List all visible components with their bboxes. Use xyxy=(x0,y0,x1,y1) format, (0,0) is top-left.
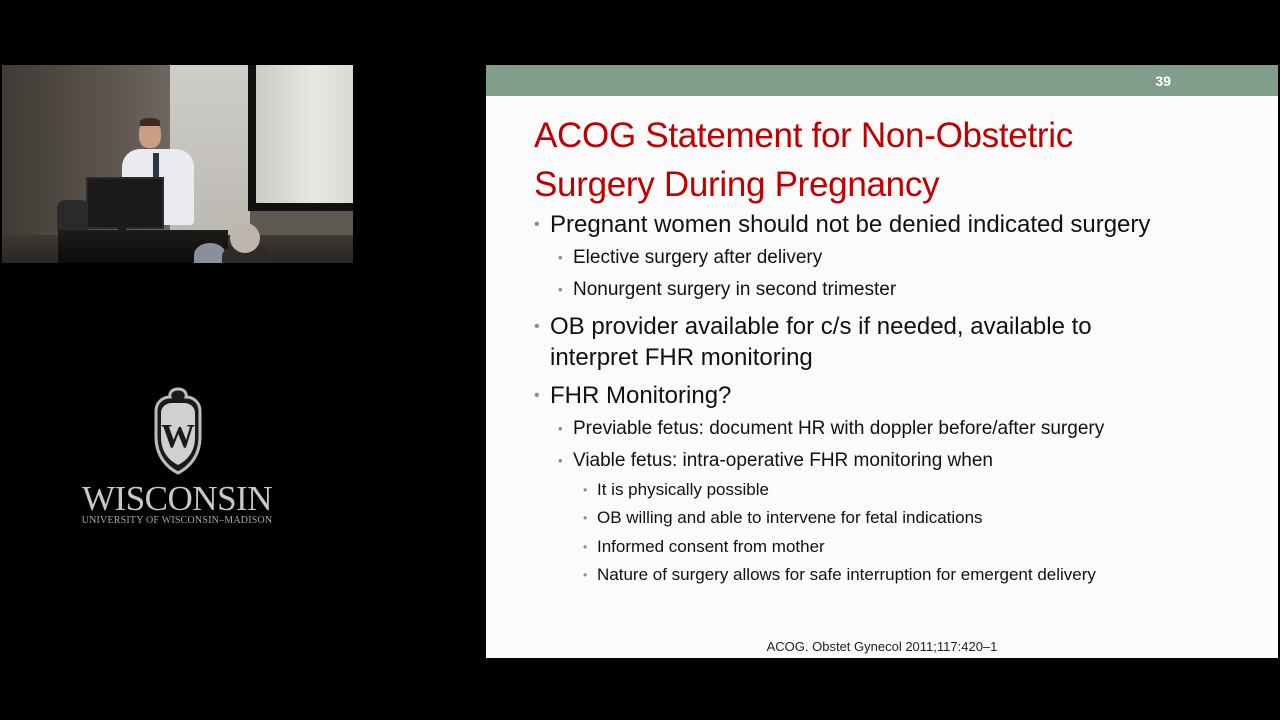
bullet-text: Previable fetus: document HR with doppler before/after surgery xyxy=(573,418,1105,439)
bullet-item xyxy=(583,536,825,558)
audience-member-head xyxy=(230,223,260,253)
speaker-video-feed xyxy=(2,65,353,263)
university-wordmark: WISCONSIN xyxy=(82,479,272,518)
bullet-text: Nature of surgery allows for safe interruption for emergent delivery xyxy=(597,565,1096,584)
bullet-text: Informed consent from mother xyxy=(597,537,825,556)
bullet-dot-icon: • xyxy=(534,387,540,404)
bullet-dot-icon: • xyxy=(583,483,588,497)
slide-title xyxy=(534,111,1234,209)
bullet-text: interpret FHR monitoring xyxy=(550,344,813,371)
bullet-item xyxy=(558,417,1105,441)
bullet-dot-icon: • xyxy=(583,568,588,582)
bullet-text: OB willing and able to intervene for fetal indications xyxy=(597,508,983,527)
speaker-tie xyxy=(153,153,159,179)
bullet-item xyxy=(583,479,769,501)
bullet-text: OB provider available for c/s if needed, available to xyxy=(550,313,1092,340)
bullet-item xyxy=(534,311,1092,342)
bullet-item xyxy=(558,246,823,270)
bullet-item xyxy=(583,507,983,529)
bullet-text: Nonurgent surgery in second trimester xyxy=(573,279,897,300)
bullet-dot-icon: • xyxy=(558,250,563,265)
bullet-item-continuation xyxy=(550,342,813,373)
crest-letter: W xyxy=(161,418,195,455)
podium-monitor xyxy=(86,177,164,229)
bullet-item xyxy=(558,278,897,302)
slide-title-line-2: Surgery During Pregnancy xyxy=(534,165,940,204)
presentation-slide xyxy=(486,65,1278,658)
bullet-dot-icon: • xyxy=(558,421,563,436)
bullet-dot-icon: • xyxy=(583,511,588,525)
slide-number: 39 xyxy=(1155,73,1171,89)
bullet-item xyxy=(534,209,1151,240)
crest-icon xyxy=(148,385,208,477)
bullet-item xyxy=(583,564,1096,586)
slide-header-bar xyxy=(486,65,1278,96)
bullet-dot-icon: • xyxy=(583,540,588,554)
university-logo xyxy=(60,385,294,535)
university-subtitle: UNIVERSITY OF WISCONSIN–MADISON xyxy=(81,515,273,526)
bullet-dot-icon: • xyxy=(558,282,563,297)
bullet-text: FHR Monitoring? xyxy=(550,382,732,409)
slide-title-line-1: ACOG Statement for Non-Obstetric xyxy=(534,116,1073,155)
bullet-dot-icon: • xyxy=(558,453,563,468)
projection-screen xyxy=(256,65,353,203)
bullet-dot-icon: • xyxy=(534,216,540,233)
bullet-text: Viable fetus: intra-operative FHR monitoring when xyxy=(573,450,993,471)
bullet-item xyxy=(534,380,732,411)
bullet-text: Pregnant women should not be denied indicated surgery xyxy=(550,211,1151,238)
bullet-text: It is physically possible xyxy=(597,480,769,499)
bullet-item xyxy=(558,449,993,473)
slide-citation: ACOG. Obstet Gynecol 2011;117:420–1 xyxy=(766,639,998,654)
bullet-text: Elective surgery after delivery xyxy=(573,247,823,268)
bullet-dot-icon: • xyxy=(534,318,540,335)
speaker-hair xyxy=(140,118,160,126)
